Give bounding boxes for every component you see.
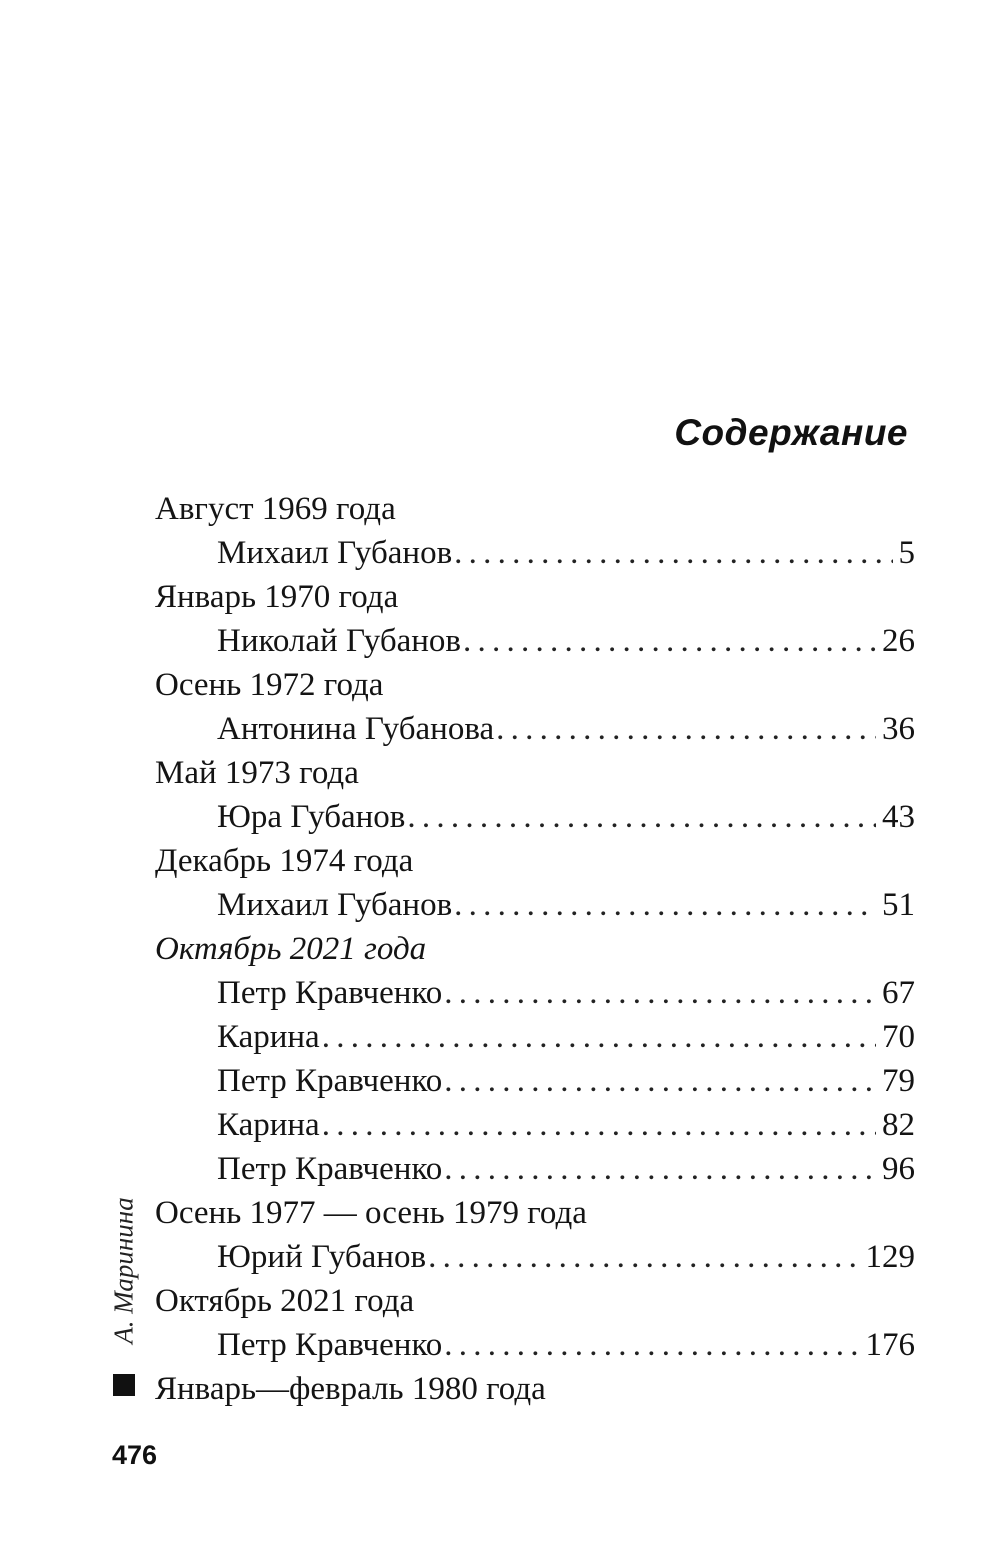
toc-entry-title: Антонина Губанова (217, 711, 495, 747)
toc-entry-page: 26 (882, 623, 915, 659)
toc-entry-title: Михаил Губанов (217, 535, 453, 571)
toc-section-label: Октябрь 2021 года (155, 1283, 415, 1319)
toc-entry-title: Петр Кравченко (217, 975, 443, 1011)
toc-entry-page: 70 (882, 1019, 915, 1055)
toc-section-label: Осень 1977 — осень 1979 года (155, 1195, 587, 1231)
dot-leader (444, 971, 876, 1015)
toc-section-label: Май 1973 года (155, 755, 359, 791)
toc-entry (155, 531, 915, 575)
author-running-head (104, 1190, 144, 1350)
toc-section-heading (155, 1191, 915, 1235)
toc-section-heading (155, 751, 915, 795)
toc-entry (155, 795, 915, 839)
toc-entry-title: Юрий Губанов (217, 1239, 427, 1275)
toc-entry-title: Карина (217, 1019, 320, 1055)
toc-entry-page: 176 (865, 1327, 915, 1363)
toc-section-heading (155, 663, 915, 707)
toc-section-heading (155, 927, 915, 971)
dot-leader (454, 883, 876, 927)
page-number: 476 (112, 1440, 158, 1470)
toc-section-label: Январь 1970 года (155, 579, 399, 615)
dot-leader (444, 1323, 859, 1367)
toc-entry (155, 1147, 915, 1191)
toc-entry (155, 707, 915, 751)
toc-entry-page: 51 (882, 887, 915, 923)
toc-entry-page: 129 (865, 1239, 915, 1275)
dot-leader (496, 707, 876, 751)
toc-section-heading (155, 487, 915, 531)
toc-section-label: Декабрь 1974 года (155, 843, 414, 879)
dot-leader (407, 795, 876, 839)
dot-leader (444, 1147, 876, 1191)
toc-entry-title: Петр Кравченко (217, 1327, 443, 1363)
toc-entry-page: 96 (882, 1151, 915, 1187)
toc-section-label: Январь—февраль 1980 года (155, 1371, 546, 1407)
toc-section-label: Август 1969 года (155, 491, 396, 527)
square-bullet-icon (113, 1374, 135, 1396)
toc-entry-title: Карина (217, 1107, 320, 1143)
toc-entry (155, 1059, 915, 1103)
dot-leader (322, 1015, 876, 1059)
toc-section-label: Октябрь 2021 года (155, 931, 427, 967)
toc-entry (155, 1015, 915, 1059)
author-name: А. Маринина (108, 1196, 139, 1344)
toc-entry (155, 1103, 915, 1147)
toc-entry (155, 883, 915, 927)
dot-leader (322, 1103, 876, 1147)
dot-leader (454, 531, 892, 575)
toc-entry-page: 43 (882, 799, 915, 835)
toc-entry-title: Николай Губанов (217, 623, 462, 659)
toc-section-heading (155, 1367, 915, 1411)
toc-entry-title: Петр Кравченко (217, 1151, 443, 1187)
page-title: Содержание (674, 412, 908, 453)
toc-entry-page: 82 (882, 1107, 915, 1143)
toc-section-heading (155, 575, 915, 619)
dot-leader (463, 619, 876, 663)
dot-leader (428, 1235, 859, 1279)
toc-section-heading (155, 1279, 915, 1323)
toc-entry-page: 36 (882, 711, 915, 747)
toc-entry (155, 971, 915, 1015)
toc-entry (155, 619, 915, 663)
toc-section-heading (155, 839, 915, 883)
dot-leader (444, 1059, 876, 1103)
toc-entry-page: 67 (882, 975, 915, 1011)
toc-section-label: Осень 1972 года (155, 667, 384, 703)
table-of-contents (155, 487, 915, 1411)
toc-entry-page: 79 (882, 1063, 915, 1099)
toc-entry-title: Юра Губанов (217, 799, 406, 835)
toc-entry (155, 1323, 915, 1367)
toc-entry-title: Петр Кравченко (217, 1063, 443, 1099)
toc-entry-page: 5 (898, 535, 915, 571)
toc-entry-title: Михаил Губанов (217, 887, 453, 923)
toc-entry (155, 1235, 915, 1279)
